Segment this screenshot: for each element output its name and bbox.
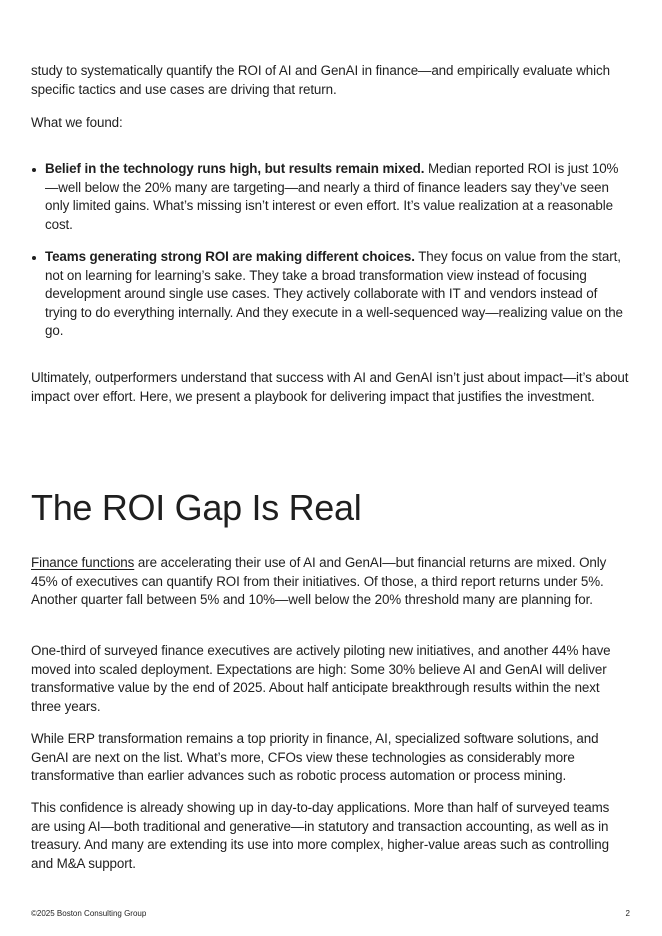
section-heading: The ROI Gap Is Real [31, 487, 362, 528]
list-item [45, 248, 625, 341]
finding-text: They focus on value from the start, not on learning for learning’s sake. They take a broad transformation view instead of focusing development around single use cases. They actively collaborate with IT and vendors instead of trying to do everything internally. And they execute in a well-sequenced way—realizing value on the go. [45, 249, 623, 338]
findings-label: What we found: [31, 115, 123, 130]
findings-list [31, 160, 625, 355]
roi-paragraph-1-text: are accelerating their use of AI and GenAI—but financial returns are mixed. Only 45% of executives can quantify ROI from their initiatives. Of those, a third report returns under 5%. Another quarter fall between 5% and 10%—well below the 20% threshold many are planning for. [31, 555, 607, 607]
intro-paragraph: study to systematically quantify the ROI of AI and GenAI in finance—and empirically evaluate which specific tactics and use cases are driving that return. [31, 63, 610, 97]
page-number: 2 [625, 909, 630, 918]
footer-copyright: ©2025 Boston Consulting Group [31, 909, 147, 918]
conclusion-paragraph: Ultimately, outperformers understand that success with AI and GenAI isn’t just about impact—it’s about impact over effort. Here, we present a playbook for delivering impact that justifies the investment. [31, 370, 629, 404]
finding-text: Median reported ROI is just 10%—well below the 20% many are targeting—and nearly a third of finance leaders say they’ve seen only limited gains. What’s missing isn’t interest or even effort. It’s value realization at a reasonable cost. [45, 161, 619, 232]
roi-paragraph-4: This confidence is already showing up in day-to-day applications. More than half of surveyed teams are using AI—both traditional and generative—in statutory and transaction accounting, as well as in treasury. And many are extending its use into more complex, higher-value areas such as controlling and M&A support. [31, 800, 610, 871]
finance-functions-link[interactable]: Finance functions [31, 555, 135, 570]
roi-paragraph-3: While ERP transformation remains a top priority in finance, AI, specialized software solutions, and GenAI are next on the list. What’s more, CFOs view these technologies as considerably more transformative than earlier advances such as robotic process automation or process mining. [31, 731, 599, 783]
roi-paragraph-2: One-third of surveyed finance executives are actively piloting new initiatives, and another 44% have moved into scaled deployment. Expectations are high: Some 30% believe AI and GenAI will deliver transformative value by the end of 2025. About half anticipate breakthrough results within the next three years. [31, 643, 611, 714]
finding-lead: Belief in the technology runs high, but results remain mixed. [45, 161, 425, 176]
list-item [45, 160, 625, 234]
roi-paragraph-1 [31, 554, 631, 610]
finding-lead: Teams generating strong ROI are making different choices. [45, 249, 415, 264]
